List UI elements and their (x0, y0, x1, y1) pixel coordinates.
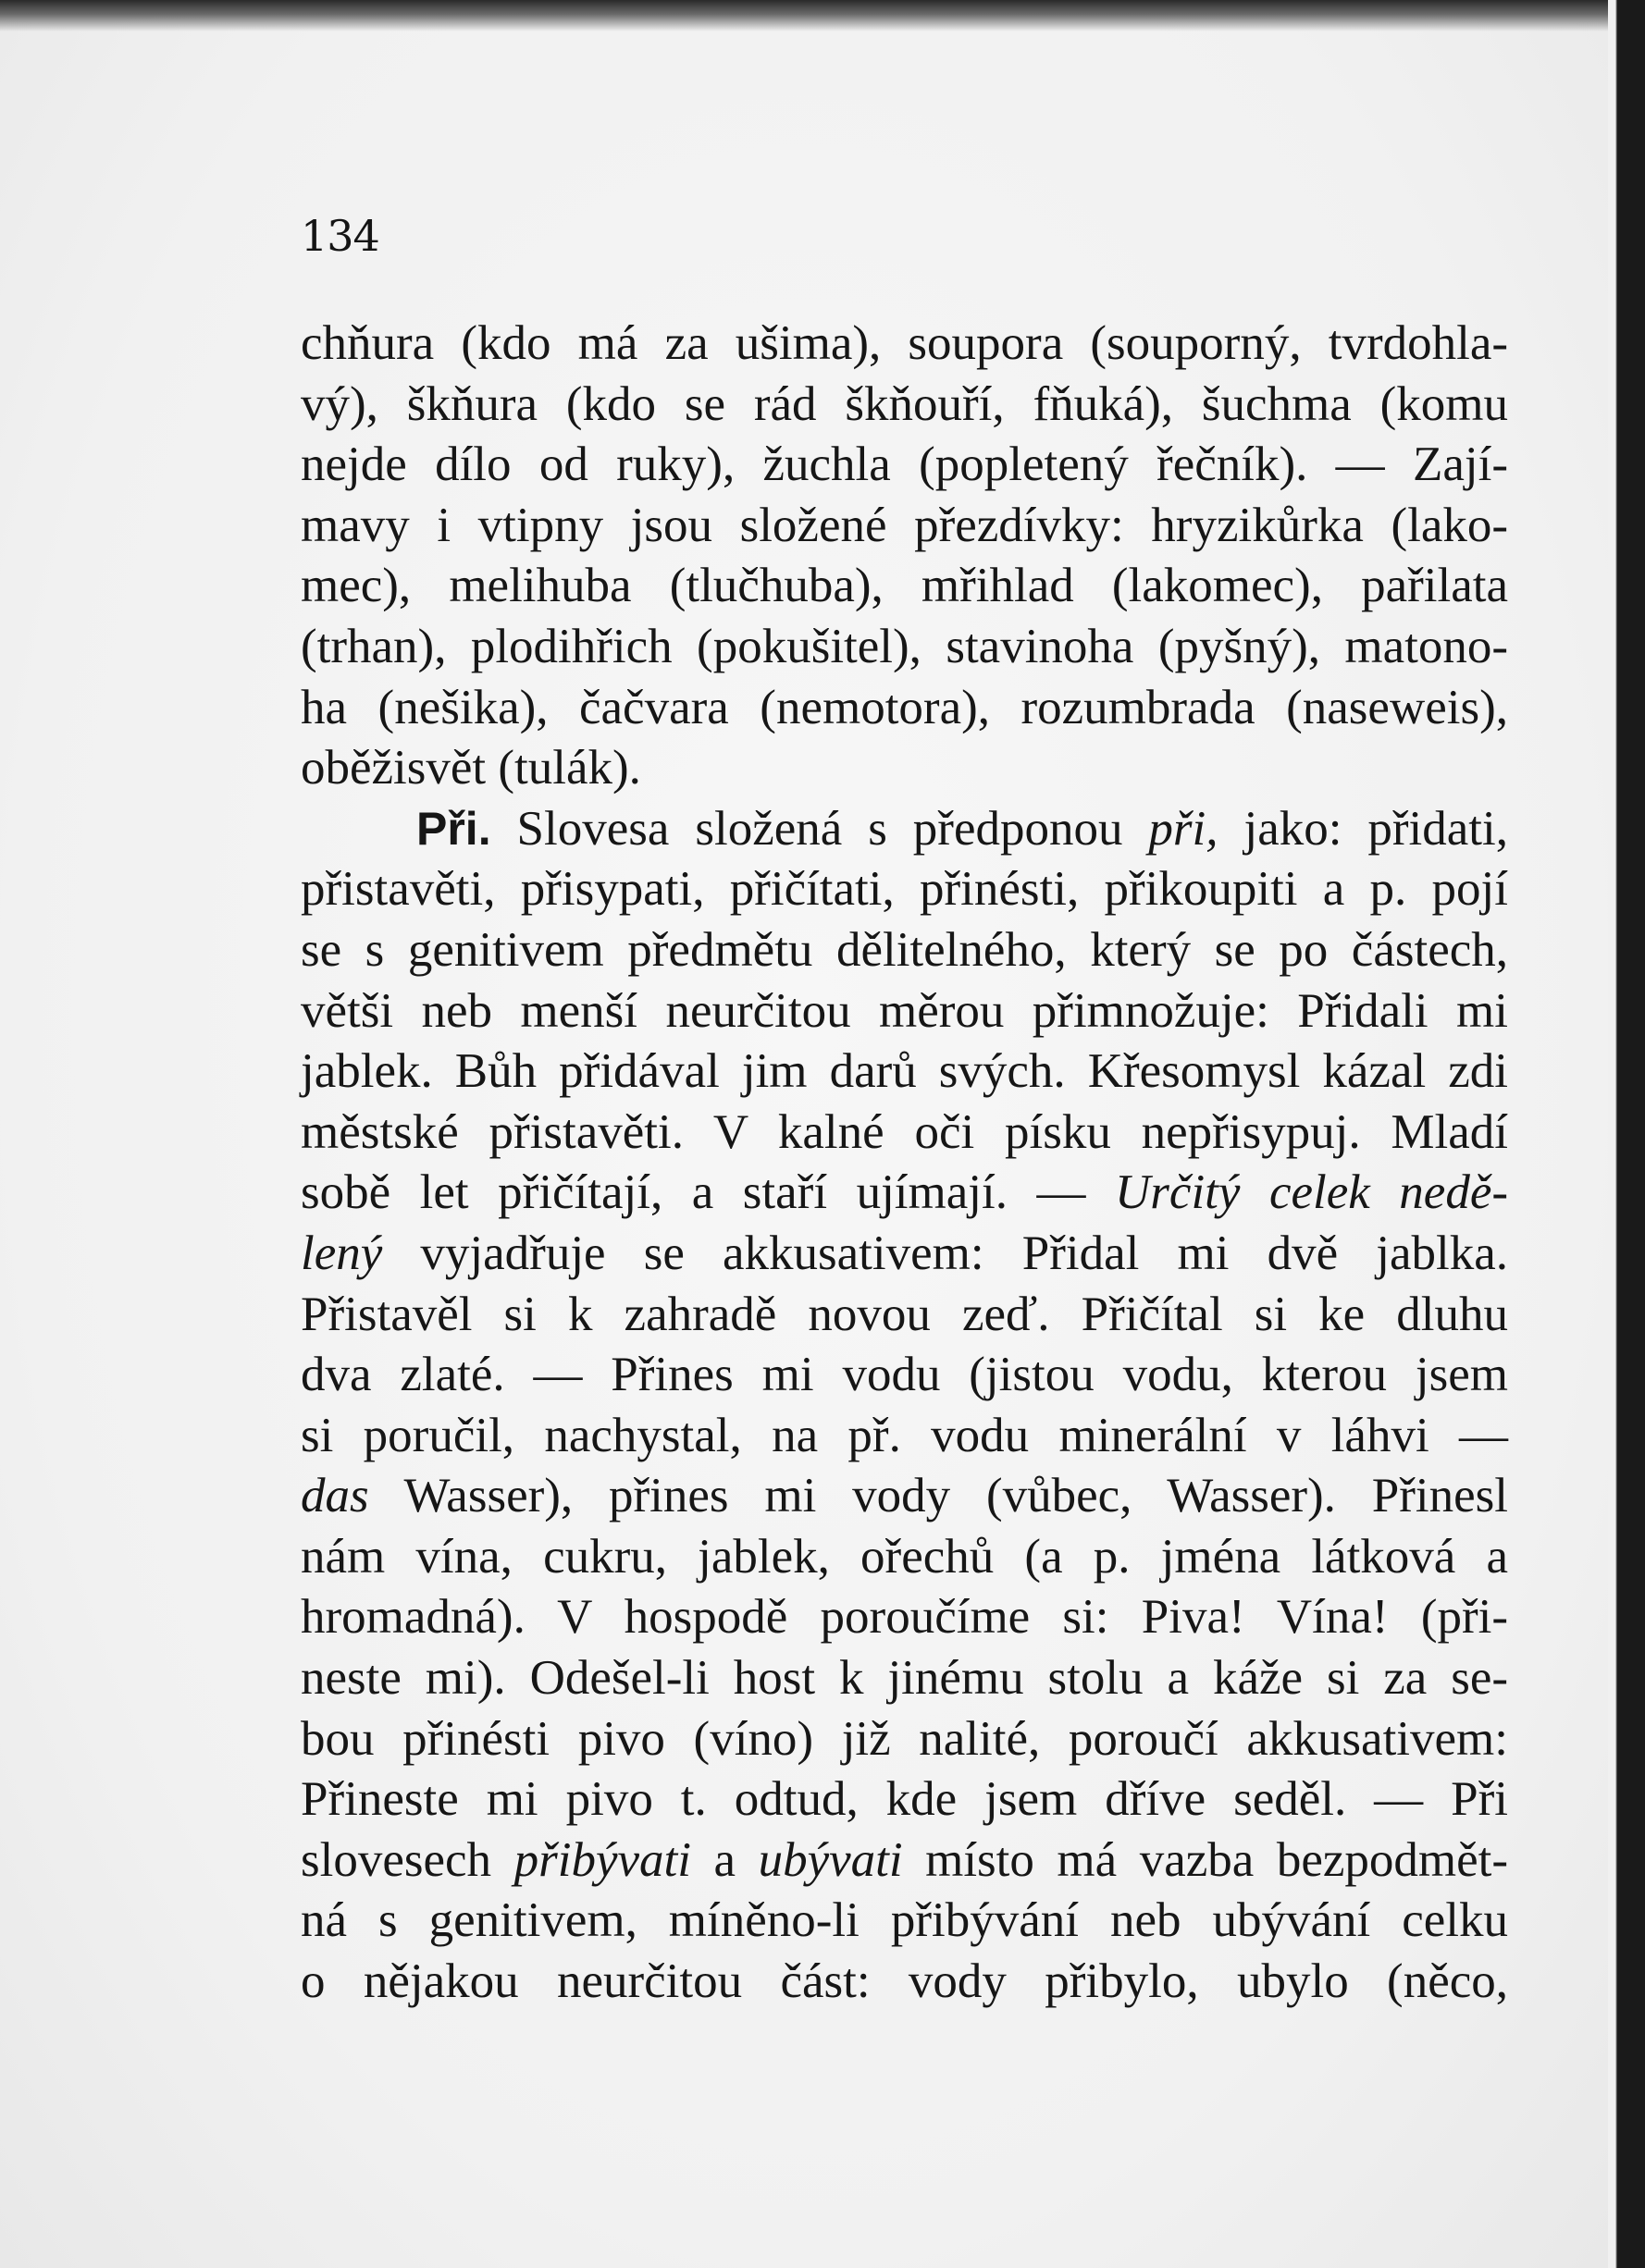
scan-right-edge (1608, 0, 1645, 2268)
text-line (301, 314, 1508, 375)
text-line (301, 1891, 1508, 1952)
text-line (301, 435, 1508, 496)
text-run: vý), škňura (kdo se rád škňouří, fňuká), šuchma (komu (301, 376, 1508, 431)
text-run: chňura (kdo má za ušima), soupora (souporný, tvrdohla- (301, 316, 1508, 370)
body-text (301, 314, 1508, 2013)
text-line (301, 1648, 1508, 1709)
text-run: městské přistavěti. V kalné oči písku nepřisypuj. Mladí (301, 1104, 1508, 1159)
text-line (301, 1587, 1508, 1648)
text-run: slovesech (301, 1832, 514, 1887)
text-run: nám vína, cukru, jablek, ořechů (a p. jména látková a (301, 1529, 1508, 1584)
text-run: Wasser), přines mi vody (vůbec, Wasser). Přinesl (368, 1469, 1508, 1523)
text-line (301, 981, 1508, 1042)
text-run: přistavěti, přisypati, přičítati, přinésti, přikoupiti a p. pojí (301, 862, 1508, 917)
text-run: oběžisvět (tulák). (301, 741, 641, 795)
text-line (301, 859, 1508, 920)
text-line (301, 617, 1508, 678)
text-run: dva zlaté. — Přines mi vodu (jistou vodu, kterou jsem (301, 1348, 1508, 1402)
text-run: o nějakou neurčitou část: vody přibylo, ubylo (něco, (301, 1954, 1508, 2009)
italic-term: přibývati (513, 1832, 691, 1887)
text-line (301, 1527, 1508, 1588)
text-line (301, 375, 1508, 436)
italic-term: ubývati (758, 1832, 903, 1887)
text-line (301, 1103, 1508, 1164)
section-label: Při. (416, 802, 491, 855)
paragraph-start-line (301, 799, 1508, 860)
text-line (301, 1830, 1508, 1892)
text-run: ná s genitivem, míněno-li přibývání neb ubývání celku (301, 1893, 1508, 1948)
italic-term: při, (1148, 801, 1218, 856)
text-run: si poručil, nachystal, na př. vodu minerální v láhvi — (301, 1408, 1508, 1462)
text-line (301, 1709, 1508, 1770)
text-line (301, 1224, 1508, 1285)
text-line (301, 1285, 1508, 1346)
text-run: mec), melihuba (tlučhuba), mřihlad (lakomec), pařilata (301, 559, 1508, 613)
italic-term: lený (301, 1226, 383, 1280)
text-run: jako: přidati, (1218, 801, 1508, 856)
italic-term: Určitý celek nedě- (1115, 1165, 1508, 1220)
italic-term: das (301, 1469, 369, 1523)
text-run: místo má vazba bezpodmět- (902, 1832, 1508, 1887)
text-run: nejde dílo od ruky), žuchla (popletený řečník). — Zají- (301, 438, 1508, 492)
text-run: Slovesa složená s předponou (490, 801, 1149, 856)
text-run: ha (nešika), čačvara (nemotora), rozumbrada (naseweis), (301, 680, 1508, 734)
text-line (301, 496, 1508, 557)
text-run: hromadná). V hospodě poroučíme si: Piva! Vína! (při- (301, 1590, 1508, 1645)
text-line (301, 1769, 1508, 1830)
text-run: bou přinésti pivo (víno) již nalité, poroučí akkusativem: (301, 1711, 1508, 1766)
text-run: neste mi). Odešel-li host k jinému stolu a káže si za se- (301, 1651, 1508, 1706)
text-run: vyjadřuje se akkusativem: Přidal mi dvě jablka. (382, 1226, 1508, 1280)
text-run: jablek. Bůh přidával jim darů svých. Křesomysl kázal zdi (301, 1044, 1508, 1099)
text-run: Přineste mi pivo t. odtud, kde jsem dříve seděl. — Při (301, 1772, 1508, 1827)
page-number: 134 (301, 211, 379, 261)
text-line (301, 1345, 1508, 1406)
text-line (301, 1952, 1508, 2013)
text-run: sobě let přičítají, a staří ujímají. — (301, 1165, 1116, 1220)
text-run: a (690, 1832, 759, 1887)
text-run: (trhan), plodihřich (pokušitel), stavinoha (pyšný), matono- (301, 619, 1508, 673)
text-run: mavy i vtipny jsou složené přezdívky: hryzikůrka (lako- (301, 498, 1508, 552)
text-run: větši neb menší neurčitou měrou přimnožuje: Přidali mi (301, 983, 1508, 1038)
text-line (301, 738, 1508, 799)
text-line (301, 1042, 1508, 1103)
text-run: se s genitivem předmětu dělitelného, který se po částech, (301, 922, 1508, 977)
text-line (301, 556, 1508, 617)
scan-top-shadow (0, 0, 1608, 31)
text-line (301, 1163, 1508, 1224)
text-line (301, 678, 1508, 739)
text-run: Přistavěl si k zahradě novou zeď. Přičítal si ke dluhu (301, 1287, 1508, 1341)
text-line (301, 1466, 1508, 1527)
text-line (301, 1406, 1508, 1467)
text-line (301, 920, 1508, 981)
